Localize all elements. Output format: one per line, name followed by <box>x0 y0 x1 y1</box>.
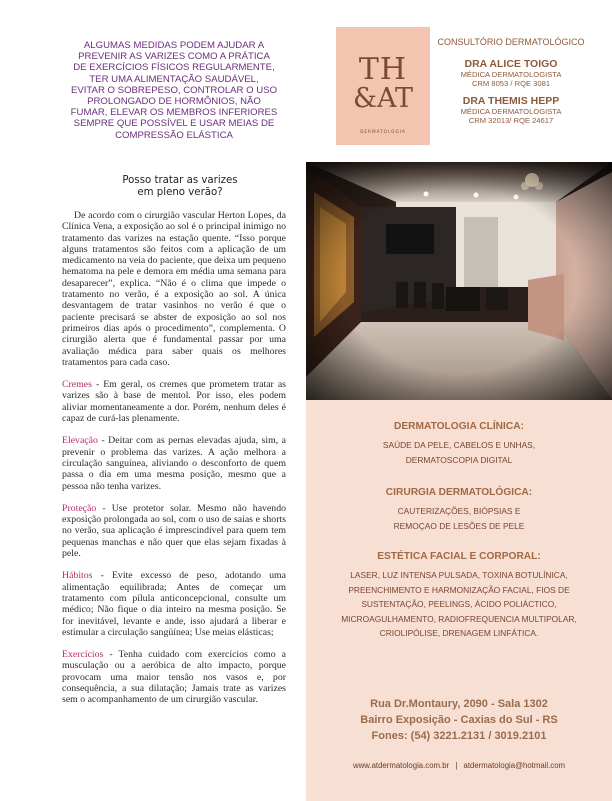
doctor-name: DRA THEMIS HEPP <box>462 94 560 107</box>
doctor-role: MÉDICA DERMATOLOGISTA <box>460 106 562 116</box>
clinic-logo <box>336 27 430 145</box>
clinic-address <box>306 696 612 744</box>
footer-separator: | <box>455 761 458 770</box>
footer-contacts <box>306 761 612 770</box>
clinic-info <box>436 37 586 132</box>
service-line: SAÚDE DA PELE, CABELOS E UNHAS, <box>382 440 536 450</box>
service-estetica <box>306 550 612 641</box>
service-line: LASER, LUZ INTENSA PULSADA, TOXINA BOTULÍNICA, <box>350 570 568 580</box>
service-line: DERMATOSCOPIA DIGITAL <box>405 454 513 465</box>
service-title: ESTÉTICA FACIAL E CORPORAL: <box>377 551 541 562</box>
tip-term: Exercícios <box>62 649 104 661</box>
address-street: Rua Dr.Montaury, 2090 - Sala 1302 <box>370 698 548 710</box>
service-line: CAUTERIZAÇÕES, BIÓPSIAS E <box>397 506 521 516</box>
clinic-interior-illustration <box>306 162 612 400</box>
website-link[interactable]: www.atdermatologia.com.br <box>352 761 450 770</box>
intro-headline <box>62 40 286 141</box>
logo-subtitle: DERMATOLOGIA <box>360 129 406 134</box>
intro-line: SEMPRE QUE POSSÍVEL E USAR MEIAS DE <box>73 118 275 130</box>
doctor-name: DRA ALICE TOIGO <box>464 58 558 70</box>
tip-text: - Use protetor solar. Mesmo não havendo exposição prolongada ao sol, com o uso de saias e shorts no verão, sua aplicação é imprescindível para quem tem pequenas manchas e não quer que elas sejam fixadas à pele. <box>62 502 286 560</box>
tip-term: Elevação <box>62 435 98 447</box>
tip-term: Cremes <box>62 379 92 391</box>
article-title-line: em pleno verão? <box>137 187 223 198</box>
tip-term: Hábitos <box>62 570 93 582</box>
intro-line: PREVENIR AS VARIZES COMO A PRÁTICA <box>78 51 270 63</box>
tip-text: - Em geral, os cremes que prometem tratar as varizes são à base de mentol. Por isso, eles podem aliviar momentaneamente a dor. Porém, nenhum deles é capaz de curá-las plenamente. <box>62 379 286 425</box>
intro-line: DE EXERCÍCIOS FÍSICOS REGULARMENTE, <box>73 62 275 74</box>
tip-habitos <box>62 570 286 638</box>
service-line: PREENCHIMENTO E HARMONIZAÇÃO FACIAL, FIOS DE <box>348 584 570 595</box>
doctor-card <box>436 95 586 126</box>
service-line: SUSTENTAÇÃO, PEELINGS, ÁCIDO POLIÁCTICO, <box>361 599 557 610</box>
service-cirurgia <box>306 486 612 533</box>
logo-text-th: TH <box>358 52 408 87</box>
service-line: CRIOLIPÓLISE, DRENAGEM LINFÁTICA. <box>379 628 539 639</box>
service-line: REMOÇAO DE LESÕES DE PELE <box>393 520 525 531</box>
address-phones: Fones: (54) 3221.2131 / 3019.2101 <box>371 730 547 742</box>
tip-term: Proteção <box>62 502 97 514</box>
logo-text-at: &AT <box>352 83 414 114</box>
doctor-crm: CRM 32013/ RQE 24617 <box>468 116 554 126</box>
intro-line: EVITAR O SOBREPESO, CONTROLAR O USO <box>70 84 278 96</box>
intro-line: PROLONGADO DE HORMÔNIOS, NÃO <box>87 96 261 108</box>
article-paragraph: De acordo com o cirurgião vascular Herton Lopes, da Clínica Vena, a exposição ao sol é o principal inimigo no tratamento das varizes na estação quente. “Isso porque alguns tratamentos são feitos com a aplicação de um medicamento na veia do paciente, que deixa um pequeno hematoma na pele e demora em média uma semana para desaparecer”, explica. “Não é o clima que impede o tratamento no verão, é a exposição ao sol. A única desvantagem de tratar vasinhos no verão é que o paciente precisará se abster de exposição ao sol nos primeiros dias após o procedimento”, complementa. O cirurgião alerta que é fundamental passar por uma avaliação médica para saber quais os melhores tratamentos para cada caso. <box>62 210 286 368</box>
tip-protecao <box>62 503 286 559</box>
clinic-label: CONSULTÓRIO DERMATOLÓGICO <box>437 37 585 47</box>
address-district: Bairro Exposição - Caxias do Sul - RS <box>360 714 558 726</box>
article-body <box>62 210 286 717</box>
tip-elevacao <box>62 435 286 491</box>
intro-line: ALGUMAS MEDIDAS PODEM AJUDAR A <box>83 40 265 51</box>
service-line: MICROAGULHAMENTO, RADIOFREQUENCIA MULTIPOLAR, <box>341 613 577 624</box>
email-link[interactable]: atdermatologia@hotmail.com <box>463 761 566 770</box>
tip-text: - Tenha cuidado com exercícios como a musculação ou a aeróbica de alto impacto, porque provocam uma maior tensão nos vasos e, por consequência, a sua dilatação; Jamais trate as varizes sem o acompanhamento de um cirurgião vascular. <box>62 649 286 706</box>
article-title-line: Posso tratar as varizes <box>122 175 238 186</box>
doctor-card <box>436 58 586 89</box>
clinic-interior-photo <box>306 162 612 400</box>
tip-text: - Deitar com as pernas elevadas ajuda, sim, a prevenir o problema das varizes. A ação melhora a circulação sanguínea, aliviando o desconforto de quem passa o dia em uma mesma posição, mesmo que a pessoa não tenha varizes. <box>62 435 286 492</box>
article-title <box>110 175 250 199</box>
intro-line: COMPRESSÃO ELÁSTICA <box>115 129 233 141</box>
intro-line: FUMAR, ELEVAR OS MEMBROS INFERIORES <box>70 107 278 119</box>
doctor-crm: CRM 8053 / RQE 3081 <box>471 79 551 89</box>
tip-exercicios <box>62 649 286 705</box>
tip-cremes <box>62 379 286 424</box>
intro-line: TER UMA ALIMENTAÇÃO SAUDÁVEL, <box>89 73 259 85</box>
doctor-role: MÉDICA DERMATOLOGISTA <box>460 70 562 79</box>
service-title: CIRURGIA DERMATOLÓGICA: <box>385 487 533 498</box>
service-title: DERMATOLOGIA CLÍNICA: <box>394 421 524 432</box>
services-panel <box>306 400 612 801</box>
tip-text: - Evite excesso de peso, adotando uma alimentação equilibrada; Antes de começar um tratamento com pílula anticoncepcional, consulte um médico; Não fique o dia inteiro na mesma posição. Se for inevitável, levante e ande, isso ajudará a liberar e estimular a circulação sangüínea; Use meias elásticas; <box>62 570 286 638</box>
service-dermatologia-clinica <box>306 420 612 467</box>
